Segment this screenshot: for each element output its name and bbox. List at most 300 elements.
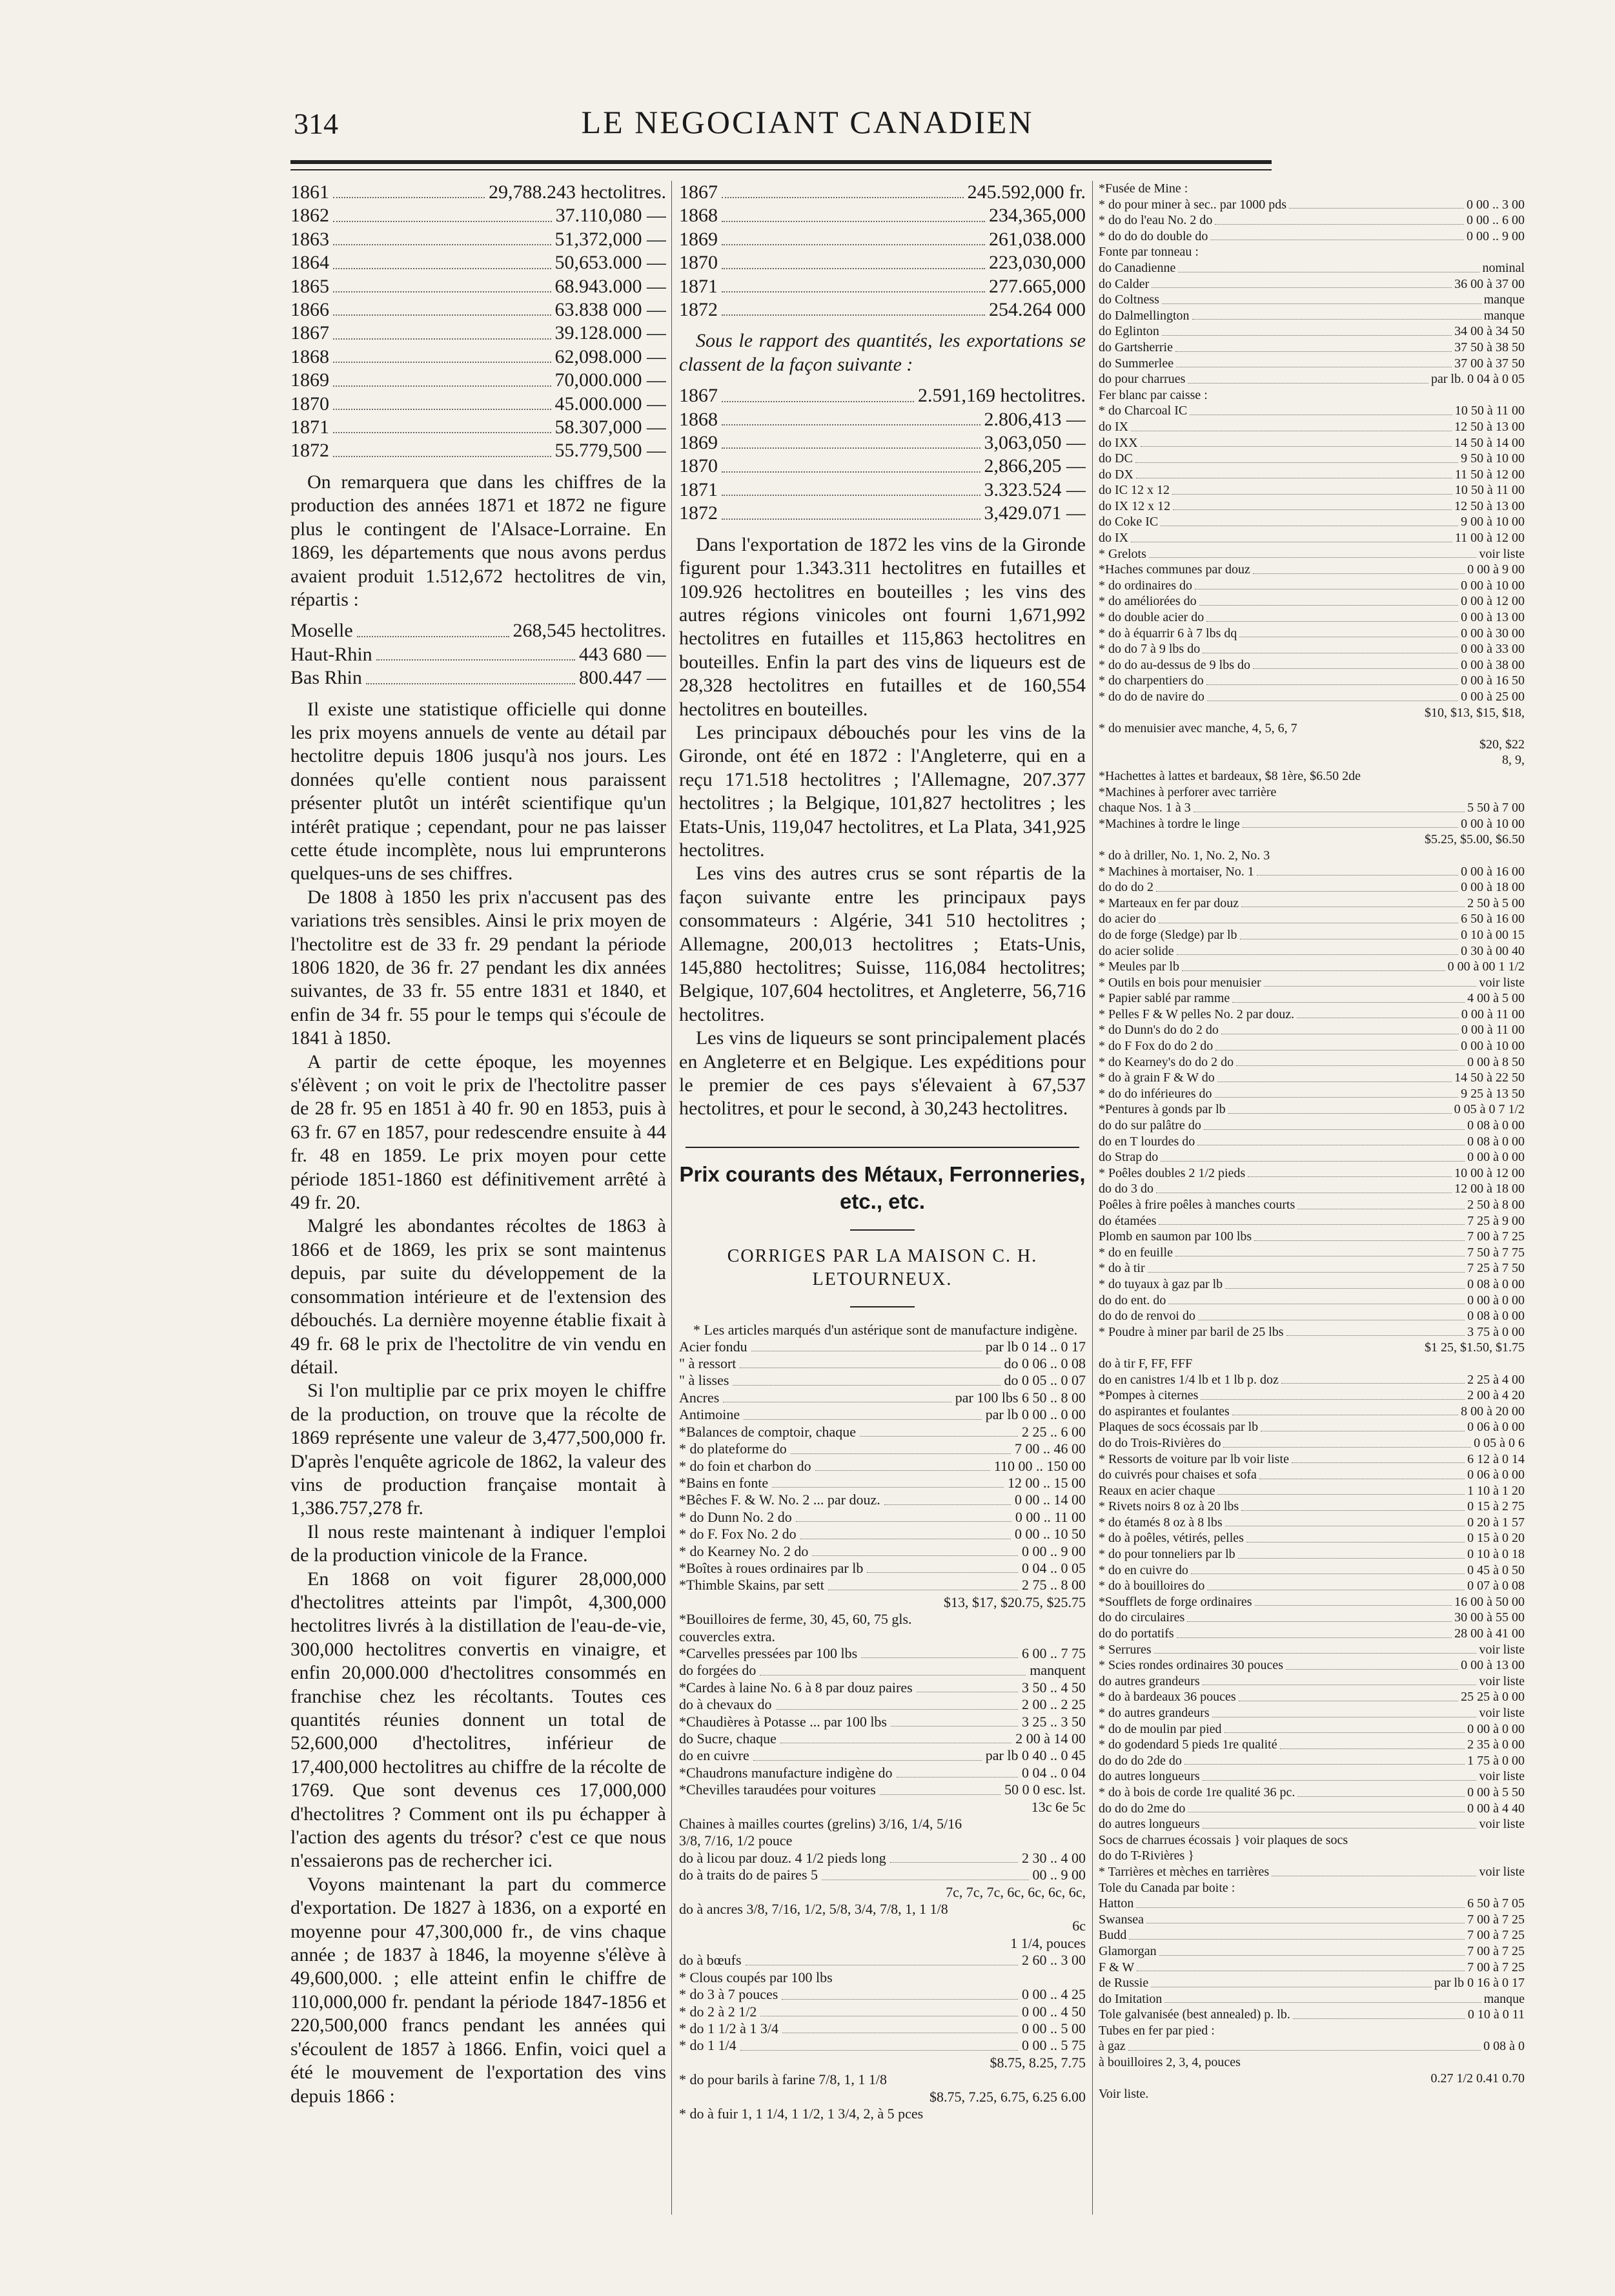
column-separator [1092,181,1093,2215]
table-row [679,1918,1086,1934]
table-row [679,1969,1086,1986]
row-label: * do à grain F & W do [1099,1071,1215,1085]
table-row [1099,1848,1525,1864]
table-row [1099,578,1525,594]
table-row [679,1355,1086,1372]
paragraph: Il existe une statistique officielle qui donne les prix moyens annuels de vente au détail par hectolitre depuis 1806 jusqu'à nos jours. Les données qu'elle contient nous paraissent présenter plutôt un intérêt scientifique qu'un intérêt pratique ; cependant, pour ne pas laisser cette étude incomplète, nous lui emprunterons quelques-uns de ses chiffres. [290,698,666,885]
row-label: * do 1 1/4 [679,2037,736,2054]
row-value: 6 50 à 16 00 [1461,912,1525,927]
row-label: * do à tir [1099,1261,1145,1276]
table-row [1099,530,1525,546]
row-value: 0 00 .. 14 00 [1015,1491,1086,1508]
row-label: chaque Nos. 1 à 3 [1099,801,1191,815]
row-label: do à traits do de paires 5 [679,1867,818,1883]
row-value: 7 25 à 7 50 [1467,1261,1525,1276]
row-label: 1864 [290,252,329,274]
leader-dots [1151,2086,1522,2098]
table-row [679,1406,1086,1423]
table-row [679,1645,1086,1662]
table-row [1099,943,1525,959]
row-label: 1871 [679,275,718,297]
leader-dots [333,416,551,433]
leader-dots [1177,943,1458,956]
table-row [1099,1149,1525,1165]
row-label: * do à poêles, vétirés, pelles [1099,1531,1244,1546]
leader-dots [782,2020,1018,2033]
leader-dots [1255,1594,1452,1606]
leader-dots [366,666,575,684]
table-row [1099,689,1525,705]
row-label: *Cardes à laine No. 6 à 8 par douz paires [679,1679,913,1696]
table-row [290,322,666,345]
row-label: *Bêches F. & W. No. 2 ... par douz. [679,1491,880,1508]
table-row [679,275,1086,298]
leader-dots [1161,1149,1465,1162]
table-row [1099,229,1525,245]
table-row [1099,1260,1525,1276]
table-row [1099,419,1525,435]
row-value: 0 08 à 0 [1483,2039,1525,2054]
table-row [1099,1927,1525,1943]
row-value: 0 00 .. 9 00 [1022,1543,1086,1559]
table-row [679,1475,1086,1491]
row-value: par 100 lbs 6 50 .. 8 00 [955,1389,1086,1406]
row-label: do Summerlee [1099,356,1174,371]
leader-dots [1300,721,1522,733]
row-value: 0 00 .. 6 00 [1467,213,1525,228]
row-label: do Gartsherrie [1099,340,1173,354]
leader-dots [333,251,551,269]
leader-dots [683,1594,940,1607]
row-label: *Soufflets de forge ordinaires [1099,1594,1252,1609]
row-value: 254.264 000 [989,299,1086,321]
paragraph: En 1868 on voit figurer 28,000,000 d'hectolitres atteints par l'impôt, 4,300,000 hectolitres livrés à la distillation de l'eau-de-vie, 300,000 hectolitres convertis en vinaigre, et enfin 20,000.000 d'hectolitres consommés en franchise chez les récoltants. Toutes ces quantités réunies donnent un total de 52,600,000 d'hectolitres, inférieur de 17,400,000 hectolitres au chiffre de la récolte de 1769. Que sont devenus ces 17,000,000 d'hectolitres ? Comment ont ils pu échapper à l'action des agents du trésor? c'est ce que nous n'essaierons pas de rechercher ici. [290,1568,666,1872]
table-row [679,2055,1086,2071]
row-label: do à bœufs [679,1952,742,1969]
row-value: 268,545 hectolitres. [513,620,666,642]
row-value: voir liste [1479,1674,1525,1688]
table-row [290,619,666,642]
row-label: Reaux en acier chaque [1099,1483,1215,1498]
table-row [1099,1419,1525,1435]
table-row [1099,1737,1525,1753]
row-label: * do de moulin par pied [1099,1721,1222,1736]
row-value: voir liste [1479,975,1525,990]
table-row [1099,2023,1525,2039]
row-value: 261,038.000 [989,228,1086,250]
leader-dots [683,2055,986,2067]
row-value: 7 25 à 9 00 [1467,1213,1525,1228]
table-row [1099,1293,1525,1309]
row-label: * do 2 à 2 1/2 [679,2003,757,2020]
leader-dots [683,1918,1068,1931]
leader-dots [1239,626,1458,638]
leader-dots [1241,1499,1465,1511]
production-table [290,181,666,463]
row-label: * do à bois de corde 1re qualité 36 pc. [1099,1785,1295,1799]
leader-dots [1195,578,1458,590]
row-value: 16 00 à 50 00 [1454,1594,1525,1609]
row-label: do do Trois-Rivières do [1099,1435,1221,1450]
column-2 [679,181,1086,2221]
row-value: 50,653.000 — [554,252,666,274]
row-value: 1 1/4, pouces [1010,1934,1086,1951]
table-row [290,666,666,690]
row-value: 11 50 à 12 00 [1454,467,1525,482]
row-value: 0 04 .. 0 04 [1022,1764,1086,1781]
leader-dots [1190,181,1522,193]
table-row [1099,467,1525,483]
leader-dots [1210,229,1464,241]
leader-dots [1363,768,1522,781]
table-row [1099,1451,1525,1468]
row-value: 0 00 à 10 00 [1461,1039,1525,1054]
table-row [1099,593,1525,610]
row-label: * Machines à mortaiser, No. 1 [1099,864,1254,879]
table-row [679,1714,1086,1730]
row-label: Tole galvanisée (best annealed) p. lb. [1099,2007,1290,2022]
leader-dots [1146,1912,1465,1924]
leader-dots [1215,1038,1458,1051]
leader-dots [751,1338,982,1351]
table-row [1099,181,1525,197]
column-1 [290,181,666,2221]
leader-dots [1264,975,1477,987]
leader-dots [1210,387,1522,400]
row-value: 3 50 .. 4 50 [1022,1679,1086,1696]
row-value: manque [1483,1991,1525,2006]
row-label: 1867 [679,181,718,203]
row-value: 0 00 à 30 00 [1461,626,1525,641]
table-row [1099,482,1525,498]
leader-dots [1151,1975,1432,1987]
leader-dots [1161,514,1458,526]
row-value: par lb 0 40 .. 0 45 [985,1747,1086,1764]
leader-dots [1177,1626,1452,1638]
row-value: 12 50 à 13 00 [1454,498,1525,513]
leader-dots [1182,959,1445,971]
row-label: * Outils en bois pour menuisier [1099,975,1261,990]
row-value: 7 00 à 7 25 [1467,1928,1525,1943]
row-label: *Chaudières à Potasse ... par 100 lbs [679,1713,887,1730]
leader-dots [1164,1991,1481,2004]
table-row [1099,1832,1525,1849]
row-value: 234,365,000 [989,205,1086,227]
leader-dots [1212,1705,1477,1717]
row-value: 9 25 à 13 50 [1461,1086,1525,1101]
row-value: 5 50 à 7 00 [1467,801,1525,815]
row-label: Bas Rhin [290,667,362,689]
row-label: do DX [1099,467,1133,482]
leader-dots [722,228,985,245]
leader-dots [1141,435,1452,447]
table-row [1099,1816,1525,1832]
row-label: * do F. Fox No. 2 do [679,1526,797,1543]
table-row [1099,1912,1525,1928]
price-list [679,1338,1086,2123]
leader-dots [1254,1229,1465,1241]
export-values-table [679,181,1086,322]
leader-dots [1261,1419,1465,1431]
leader-dots [1159,911,1458,923]
row-value: 9 50 à 10 00 [1461,451,1525,466]
row-value: 0 00 à 11 00 [1461,1007,1525,1021]
column-3 [1099,181,1525,2221]
row-label: * do en feuille [1099,1245,1173,1260]
row-label: Plomb en saumon par 100 lbs [1099,1229,1252,1244]
table-row [679,1509,1086,1526]
row-value: 0 06 à 0 00 [1467,1468,1525,1482]
table-row [679,228,1086,251]
row-value: 0 00 .. 9 00 [1467,229,1525,243]
table-row [679,1935,1086,1952]
row-value: 12 00 .. 15 00 [1008,1474,1086,1491]
corrected-by: CORRIGES PAR LA MAISON C. H. LETOURNEUX. [727,1245,1038,1290]
row-value: 0 00 à 13 00 [1461,610,1525,625]
leader-dots [376,643,575,661]
leader-dots [1225,1276,1465,1289]
leader-dots [1136,467,1452,479]
table-row [679,1594,1086,1611]
table-row [1099,1705,1525,1721]
leader-dots [1236,1054,1465,1067]
leader-dots [1101,832,1422,844]
leader-dots [1188,371,1428,384]
table-row [1099,626,1525,642]
row-value: 0 00 à 4 40 [1467,1801,1525,1816]
leader-dots [780,1730,1011,1743]
leader-dots [822,1867,1028,1880]
leader-dots [722,298,985,316]
row-label: * do Dunn No. 2 do [679,1508,792,1525]
row-value: $10, $13, $15, $18, [1425,705,1525,720]
row-value: 277.665,000 [989,275,1086,297]
table-row [1099,1022,1525,1038]
row-label: * do pour tonneliers par lb [1099,1547,1235,1562]
row-value: 8 00 à 20 00 [1461,1404,1525,1419]
row-label: do IX [1099,419,1129,434]
table-row [1099,2071,1525,2087]
leader-dots [1221,1022,1459,1034]
leader-dots [1190,403,1452,415]
row-value: 2 30 .. 4 00 [1022,1849,1086,1866]
table-row [1099,768,1525,784]
leader-dots [333,369,551,386]
table-row [290,416,666,439]
leader-dots [1292,1451,1465,1464]
leader-dots [1232,1404,1458,1416]
row-value: 1 10 à 1 20 [1467,1483,1525,1498]
row-label: * do do au-dessus de 9 lbs do [1099,657,1250,672]
paragraph: Les vins de liqueurs se sont principalement placés en Angleterre et en Belgique. Les expéditions pour le premier de ces pays s'élevaient à 67,537 hectolitres, et pour le second, à 30,243 hectolitres. [679,1027,1086,1120]
row-label: 1866 [290,299,329,321]
table-row [679,181,1086,204]
table-row [679,1816,1086,1832]
row-label: do do ent. do [1099,1293,1166,1307]
leader-dots [1178,260,1479,272]
row-value: 14 50 à 22 50 [1454,1071,1525,1085]
paragraph: Les principaux débouchés pour les vins de la Gironde, ont été en 1872 : l'Angleterre, qui en a reçu 171.518 hectolitres ; l'Allemagne, 207.377 hectolitres ; la Belgique, 101,827 hectolitres ; les Etats-Unis, 119,047 hectolitres, et La Plata, 341,925 hectolitres. [679,721,1086,861]
row-value: $20, $22 [1479,737,1525,752]
table-row [1099,387,1525,404]
row-value: $8.75, 8.25, 7.75 [990,2054,1086,2071]
row-label: * do à fuir 1, 1 1/4, 1 1/2, 1 3/4, 2, à 5 pces [679,2105,924,2122]
table-row [679,251,1086,274]
leader-dots [1131,419,1452,431]
table-row [679,1952,1086,1969]
table-row [1099,1896,1525,1912]
row-label: * Scies rondes ordinaires 30 pouces [1099,1658,1284,1673]
table-row [679,1611,1086,1628]
row-value: 36 00 à 37 00 [1454,276,1525,291]
row-value: 7 50 à 7 75 [1467,1245,1525,1260]
row-value: 0 00 .. 4 50 [1022,2003,1086,2020]
row-value: 0 00 .. 5 00 [1022,2020,1086,2036]
row-value: 0 00 à 33 00 [1461,642,1525,657]
row-label: F & W [1099,1960,1135,1974]
row-value: 0 00 .. 11 00 [1015,1508,1086,1525]
row-label: 1872 [290,440,329,462]
row-value: par lb 0 14 .. 0 17 [985,1338,1086,1355]
row-value: 0 00 à 8 50 [1467,1054,1525,1069]
paragraph: Sous le rapport des quantités, les exportations se classent de la façon suivante : [679,330,1086,375]
row-label: 1868 [679,408,718,430]
leader-dots [722,408,980,425]
row-value: 51,372,000 — [554,228,666,250]
leader-dots [722,204,985,221]
leader-dots [1248,1165,1452,1178]
leader-dots [722,251,985,269]
table-row [679,1424,1086,1440]
table-row [1099,2038,1525,2055]
table-row [1099,212,1525,229]
leader-dots [1238,1546,1465,1559]
table-row [1099,2055,1525,2071]
row-value: 0 00 à 38 00 [1461,657,1525,672]
row-value: 0 10 à 0 18 [1467,1547,1525,1562]
leader-dots [1175,340,1452,352]
table-row [679,1389,1086,1406]
row-value: 30 00 à 55 00 [1454,1610,1525,1625]
leader-dots [1272,1864,1476,1876]
row-value: 0 15 à 2 75 [1467,1499,1525,1514]
leader-dots [1159,1943,1465,1956]
leader-dots [1206,610,1458,622]
table-row [679,478,1086,502]
row-label: Tole du Canada par boite : [1099,1880,1235,1895]
table-row [1099,1975,1525,1991]
row-label: * do do do double do [1099,229,1208,243]
row-label: 1867 [679,385,718,407]
row-value: 2 00 .. 2 25 [1022,1696,1086,1713]
leader-dots [1217,2023,1522,2035]
row-label: * do 3 à 7 pouces [679,1986,778,2003]
row-value: 37 50 à 38 50 [1454,340,1525,354]
row-label: do aspirantes et foulantes [1099,1404,1230,1419]
table-row [679,204,1086,227]
row-label: do autres longueurs [1099,1769,1200,1784]
row-value: 0 00 à 11 00 [1461,1023,1525,1038]
table-row [1099,705,1525,721]
price-list [1099,181,1525,2102]
table-row [1099,1785,1525,1801]
table-row [1099,1753,1525,1769]
table-row [1099,1768,1525,1785]
row-value: 13c 6e 5c [1031,1798,1086,1815]
table-row [679,2004,1086,2020]
leader-dots [1215,1086,1459,1098]
row-label: do IXX [1099,435,1138,450]
leader-dots [1149,546,1477,559]
table-row [290,439,666,462]
leader-dots [1197,1848,1522,1860]
row-label: do do de renvoi do [1099,1309,1195,1324]
row-label: 1869 [290,369,329,391]
table-row [1099,1388,1525,1404]
row-label: * do menuisier avec manche, 4, 5, 6, 7 [1099,721,1297,736]
row-label: do autres longueurs [1099,1817,1200,1832]
row-value: 10 00 à 12 00 [1454,1165,1525,1180]
row-label: do Eglinton [1099,324,1159,339]
row-label: * do foin et charbon do [679,1457,811,1474]
row-label: *Chevilles taraudées pour voitures [679,1781,876,1798]
table-row [679,1628,1086,1645]
table-row [679,1679,1086,1696]
row-value: 0 00 à 5 50 [1467,1785,1525,1799]
leader-dots [1197,1134,1465,1146]
row-value: 223,030,000 [989,252,1086,274]
row-label: Haut-Rhin [290,643,372,665]
table-row [679,2106,1086,2122]
leader-dots [744,1406,982,1419]
leader-dots [1228,1102,1452,1114]
leader-dots [1207,1578,1465,1590]
table-row [1099,546,1525,562]
row-label: Fer blanc par caisse : [1099,387,1208,402]
table-row [1099,879,1525,896]
row-value: nominal [1482,260,1525,275]
leader-dots [1280,1737,1465,1749]
table-row [1099,800,1525,816]
table-row [1099,1689,1525,1705]
table-row [679,2089,1086,2106]
row-value: 1 75 à 0 00 [1467,1753,1525,1768]
leader-dots [1156,1181,1452,1193]
table-row [679,298,1086,322]
leader-dots [1225,1515,1465,1527]
row-value: 2.591,169 hectolitres. [918,385,1086,407]
row-value: par lb. 0 04 à 0 05 [1431,372,1525,387]
row-value: 0 04 .. 0 05 [1022,1559,1086,1576]
table-row [1099,308,1525,324]
row-value: 0 00 à 0 00 [1467,1150,1525,1165]
table-row [1099,356,1525,372]
table-row [1099,1086,1525,1102]
leader-dots [1154,1642,1477,1654]
row-label: * Meules par lb [1099,959,1179,974]
row-value: 0 00 .. 5 75 [1022,2037,1086,2054]
row-label: Hatton [1099,1896,1134,1911]
table-row [1099,657,1525,673]
row-label: Chaines à mailles courtes (grelins) 3/16, 1/4, 5/16 [679,1816,962,1832]
leader-dots [897,1765,1018,1778]
row-label: do Strap do [1099,1150,1159,1165]
table-row [1099,1213,1525,1229]
table-row [679,384,1086,407]
leader-dots [1203,1674,1477,1686]
row-value: 2 50 à 8 00 [1467,1198,1525,1212]
table-row [679,1526,1086,1543]
